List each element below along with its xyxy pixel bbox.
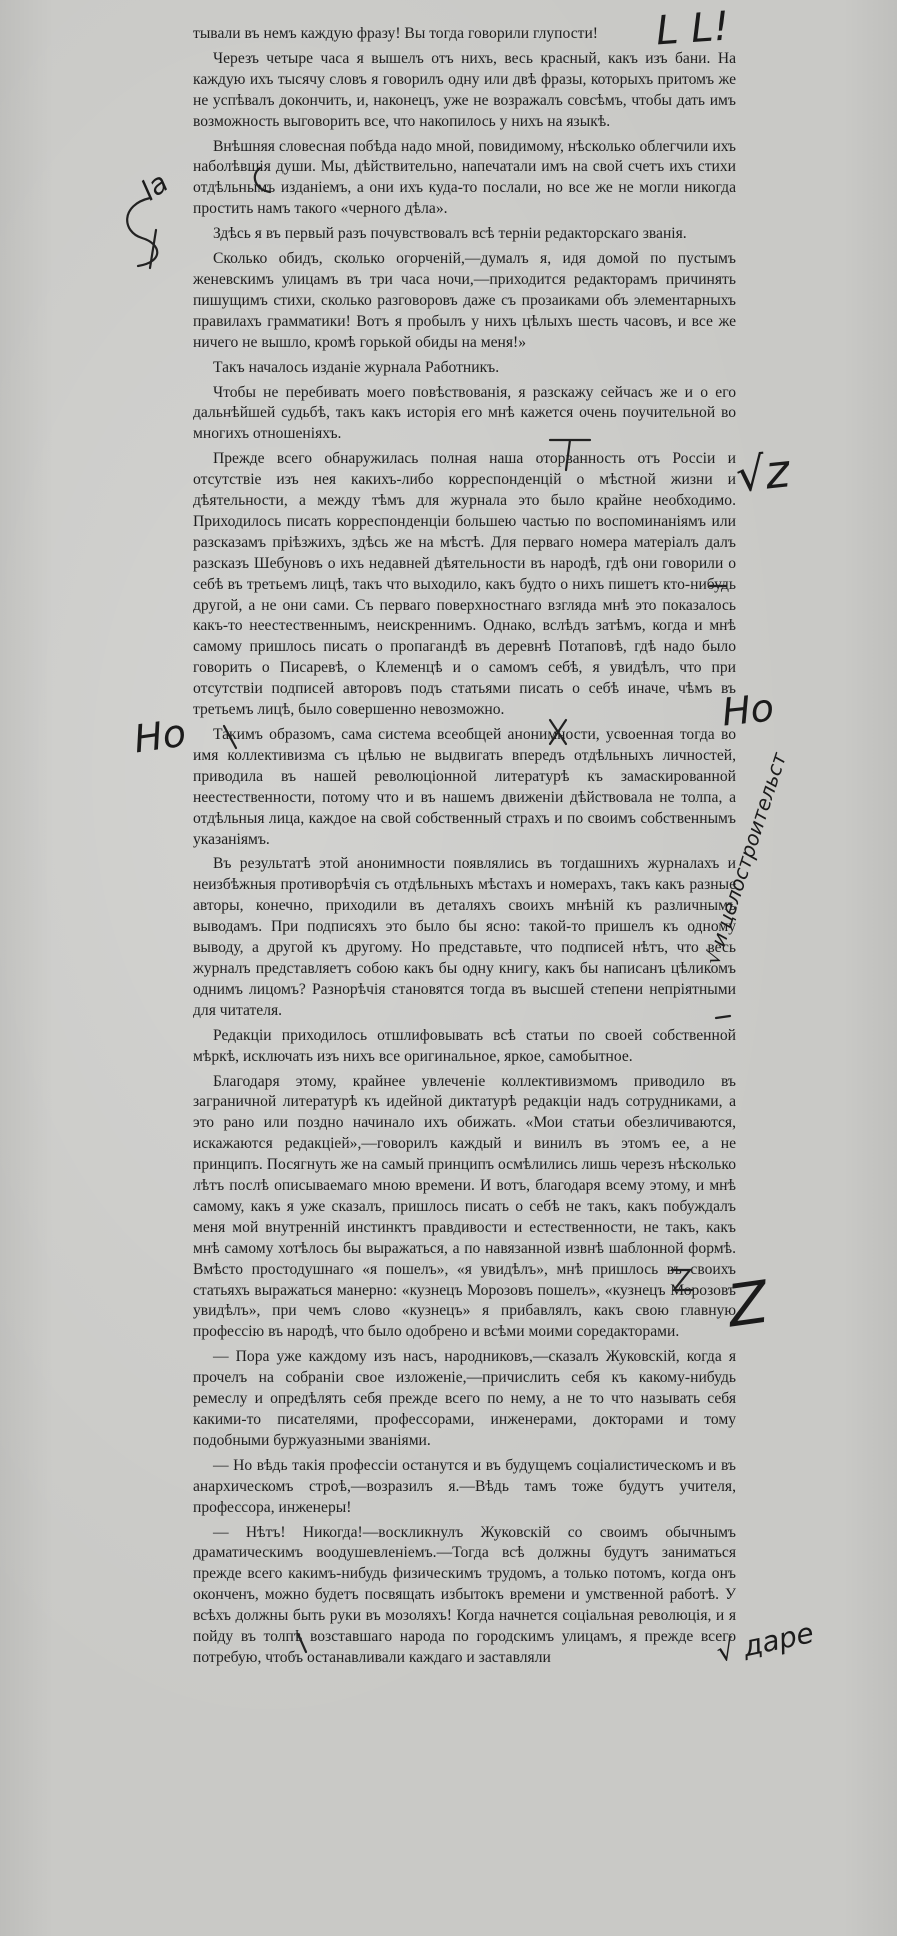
paragraph: Сколько обидъ, сколько огорченій,—думалъ я, идя домой по пустымъ женевскимъ улицамъ въ три часа ночи,—приходится редакторамъ причинять пишущимъ стихи, сколько разговоровъ даже съ прозаиками объ элементарныхъ правилахъ грамматики! Вотъ я пробылъ у нихъ цѣлыхъ шесть часовъ, и все же ничего не вышло, кромѣ горькой обиды на меня!» [193,250,736,351]
margin-note-right-z: Z [723,1267,773,1341]
pen-stroke-z-inline [672,1270,692,1290]
margin-note-top-right: L L! [654,3,731,55]
paragraph: Прежде всего обнаружилась полная наша оторванность отъ Россіи и отсутствіе изъ нея какихъ-либо корреспонденцій о мѣстной жизни и дѣятельности, а между тѣмъ для журнала это было крайне необходимо. Приходилось писать корреспонденціи большею частью по воспоминаніямъ или разсказамъ пріѣзжихъ, здѣсь же на мѣстѣ. Для перваго номера матеріалъ далъ разсказъ Шебуновъ о ихъ недавней дѣятельности въ народѣ, гдѣ они говорили о себѣ въ третьемъ лицѣ, такъ что выходило, какъ будто о нихъ пишетъ кто-нибудь другой, а не они сами. Съ перваго поверхностнаго взгляда мнѣ это показалось какъ-то неестественнымъ, неискреннимъ. Однако, вслѣдъ затѣмъ, когда и мнѣ самому пришлось писать о пропагандѣ въ деревнѣ Потаповѣ, гдѣ надо было говорить о Писаревѣ, о Клеменцѣ и о самомъ себѣ, я увидѣлъ, что при отсутствіи подписей авторовъ подъ статьями писать о себѣ иначе, чѣмъ въ третьемъ лицѣ, было совершенно невозможно. [193,450,736,719]
pen-stroke-inline-mark [298,1634,306,1652]
paragraph: — Пора уже каждому изъ насъ, народниковъ,—сказалъ Жуковскій, когда я прочелъ на собраніи свое изложеніе,—причислить себя къ какому-нибудь ремеслу и опредѣлять себя прежде всего по нему, а не то что называть себя какими-то писателями, профессорами, инженерами, докторами и тому подобными буржуазными званіями. [193,1348,736,1449]
paragraph: Въ результатѣ этой анонимности появлялись въ тогдашнихъ журналахъ и неизбѣжныя противорѣчія съ отдѣльныхъ мѣстахъ и номерахъ, такъ какъ разные авторы, конечно, приходили въ деталяхъ своихъ мнѣній къ различнымъ выводамъ. При подписяхъ это было бы ясно: такой-то пришелъ къ одному выводу, а другой къ другому. Но представьте, что подписей нѣтъ, что весь журналъ представляетъ собою какъ бы одну книгу, какъ бы написанъ цѣликомъ однимъ лицомъ? Разнорѣчія становятся тогда въ высшей степени непріятными для читателя. [193,855,736,1019]
paragraph: Такъ началось изданіе журнала Работникъ. [213,358,500,376]
paragraph: Такимъ образомъ, сама система всеобщей анонимности, усвоенная тогда во имя коллективизма съ цѣлью не выдвигать впередъ отдѣльныхъ личностей, приводила въ нашей революціонной литературѣ къ замаскированной неестественности, потому что и въ нашемъ движеніи дѣйствовала не толпа, а отдѣльныя лица, каждое на свой собственный страхъ и по своимъ собственнымъ указаніямъ. [193,726,736,848]
paragraph: тывали въ немъ каждую фразу! Вы тогда говорили глупости! [193,25,598,42]
paragraph: — Нѣтъ! Никогда!—воскликнулъ Жуковскій со своимъ обычнымъ драматическимъ воодушевленіемъ.—Тогда всѣ должны будутъ заниматься прежде всего какимъ-нибудь физическимъ трудомъ, а только потомъ, когда онъ оконченъ, можно будетъ посвящать избытокъ времени и умственной работѣ. У всѣхъ должны быть руки въ мозоляхъ! Когда начнется соціальная революція, и я пойду въ толпѣ возставшаго народа по городскимъ улицамъ, я прежде всего потребую, чтобъ останавливали каждаго и заставляли [193,1523,736,1666]
pen-stroke-cross-1 [550,720,566,744]
pen-stroke-underline-left [150,230,156,268]
margin-note-left-no: Ho [131,710,189,762]
paragraph: Черезъ четыре часа я вышелъ отъ нихъ, весь красный, какъ изъ бани. На каждую ихъ тысячу словъ я говорилъ одну или двѣ фразы, которыхъ притомъ же не успѣвалъ докончить, и, наконецъ, уже не возражалъ совсѣмъ, чтобы дать имъ возможность выговорить все, что накопилось у нихъ на языкѣ. [193,49,736,130]
paragraph: Чтобы не перебивать моего повѣствованія, я разскажу сейчасъ же и о его дальнѣйшей судьбѣ, такъ какъ исторія его мнѣ кажется очень поучительной во многихъ отношеніяхъ. [193,383,736,443]
pen-stroke-cross-2 [224,726,236,748]
paragraph: — Но вѣдь такія профессіи останутся и въ будущемъ соціалистическомъ и въ анархическомъ строѣ,—возразилъ я.—Вѣдь тамъ тоже будутъ учителя, профессора, инженеры! [193,1456,736,1516]
paragraph: Внѣшняя словесная побѣда надо мной, повидимому, нѣсколько облегчили ихъ наболѣвшія души. Мы, дѣйствительно, напечатали имъ на свой счетъ ихъ стихи отдѣльнымъ изданіемъ, а они ихъ куда-то послали, но все же не могли никогда простить намъ такого «черного дѣла». [193,137,736,218]
margin-note-left-upper: la [134,165,175,208]
pen-stroke-bracket-left [255,168,270,192]
margin-note-right-vz: √z [733,443,793,503]
margin-note-right-no: Ho [719,685,776,735]
pen-stroke-dash-right-2 [716,1016,730,1018]
margin-note-right-dare: √ даре [713,1616,817,1669]
paragraph: Благодаря этому, крайнее увлеченіе коллективизмомъ приводило въ заграничной литературѣ къ идейной диктатурѣ редакціи надъ сотрудниками, а это рано или поздно начинало ихъ обижать. «Мои статьи обезличиваются, искажаются редакціей»,—говорилъ каждый и винилъ въ этомъ ее, а не принципъ. Посягнуть же на самый принципъ осмѣлились лишь черезъ нѣсколько лѣтъ послѣ описываемаго мною времени. И вотъ, благодаря всему этому, и мнѣ самому, какъ я уже сказалъ, пришлось писать о себѣ не такъ, какъ побуждалъ меня мой внутренній инстинктъ правдивости и естественности, не такъ, какъ мнѣ самому хотѣлось бы выражаться, а по навязанной извнѣ шаблонной формѣ. Вмѣсто простодушнаго «я пошелъ», «я увидѣлъ», мнѣ пришлось въ своихъ статьяхъ выражаться манерно: «кузнецъ Морозовъ пошелъ», «кузнецъ Морозовъ увидѣлъ», при чемъ слово «кузнецъ» я прибавлялъ, какъ свою главную профессію въ народѣ, что было одобрено и всѣми моими соредакторами. [193,1072,736,1341]
margin-note-right-vertical: √ и целостроительст [700,749,792,968]
pen-stroke-t-mark [550,440,590,470]
paragraph: Здѣсь я въ первый разъ почувствовалъ всѣ терніи редакторскаго званія. [213,225,687,243]
paragraph: Редакціи приходилось отшлифовывать всѣ статьи по своей собственной мѣркѣ, исключать изъ нихъ все оригинальное, яркое, самобытное. [193,1026,736,1065]
